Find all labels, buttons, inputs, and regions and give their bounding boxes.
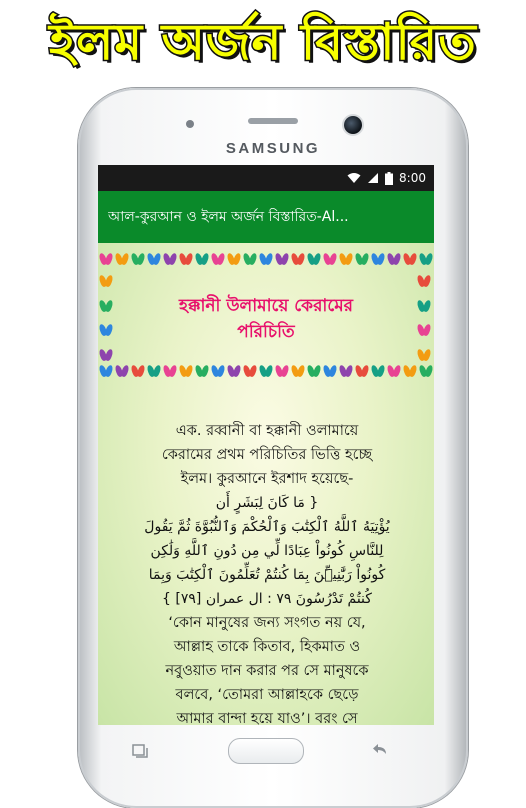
earpiece-speaker <box>248 118 298 124</box>
butterfly-icon <box>148 363 160 379</box>
paragraph-line: এক. রব্বানী বা হক্কানী ওলামায়ে <box>175 423 359 439</box>
paragraph-line: বলবে, ‘তোমরা আল্লাহকে ছেড়ে <box>175 687 359 703</box>
butterfly-border-top <box>100 251 432 271</box>
butterfly-icon <box>418 273 430 289</box>
butterfly-icon <box>164 251 176 267</box>
back-arrow-icon[interactable] <box>372 744 388 756</box>
app-banner-title: ইলম অর্জন বিস্তারিত <box>49 12 477 71</box>
paragraph-line: আল্লাহ তাকে কিতাব, হিকমাত ও <box>173 639 361 655</box>
butterfly-icon <box>180 251 192 267</box>
butterfly-icon <box>404 363 416 379</box>
butterfly-icon <box>244 363 256 379</box>
phone-screen <box>98 165 434 725</box>
butterfly-icon <box>418 298 430 314</box>
signal-icon <box>367 172 379 184</box>
butterfly-icon <box>324 251 336 267</box>
butterfly-icon <box>308 251 320 267</box>
app-bar <box>98 191 434 243</box>
butterfly-icon <box>276 251 288 267</box>
paragraph-line: আমার বান্দা হয়ে যাও’। বরং সে <box>176 711 358 725</box>
arabic-verse-line: كُنتُمْ تَدْرُسُونَ ٧٩ : ال عمران [٧٩] } <box>162 591 372 607</box>
butterfly-icon <box>228 251 240 267</box>
device-brand: SAMSUNG <box>225 140 321 157</box>
recent-apps-icon[interactable] <box>132 744 148 758</box>
butterfly-icon <box>148 251 160 267</box>
butterfly-icon <box>292 363 304 379</box>
article-body <box>108 419 426 725</box>
butterfly-border-right <box>418 273 432 363</box>
butterfly-icon <box>100 322 112 338</box>
butterfly-icon <box>100 273 112 289</box>
butterfly-icon <box>116 251 128 267</box>
butterfly-icon <box>340 363 352 379</box>
paragraph-line: কেরামের প্রথম পরিচিতির ভিত্তি হচ্ছে <box>161 447 373 463</box>
butterfly-icon <box>418 322 430 338</box>
butterfly-icon <box>212 251 224 267</box>
heading-line-1: হক্কানী উলামায়ে কেরামের <box>179 296 353 316</box>
butterfly-icon <box>356 251 368 267</box>
butterfly-icon <box>164 363 176 379</box>
heading-line-2: পরিচিতি <box>237 322 295 342</box>
arabic-verse-line: يُؤْتِيَهُ ٱللَّهُ ٱلْكِتَٰبَ وَٱلْحُكْمَ وَٱلنُّبُوَّةَ ثُمَّ يَقُولَ <box>144 519 390 535</box>
butterfly-border-left <box>100 273 114 363</box>
butterfly-icon <box>132 363 144 379</box>
article-heading <box>128 293 404 345</box>
butterfly-icon <box>260 251 272 267</box>
article-content[interactable] <box>98 243 434 725</box>
butterfly-icon <box>340 251 352 267</box>
status-time: 8:00 <box>399 171 426 185</box>
butterfly-icon <box>228 363 240 379</box>
wifi-icon <box>347 172 361 184</box>
arabic-verse-line: لِلنَّاسِ كُونُواْ عِبَادًا لِّي مِن دُونِ ٱللَّهِ وَلَٰكِن <box>150 543 384 559</box>
butterfly-icon <box>308 363 320 379</box>
butterfly-border-bottom <box>100 363 432 383</box>
paragraph-line: ‘কোন মানুষের জন্য সংগত নয় যে, <box>168 615 366 631</box>
butterfly-icon <box>100 251 112 267</box>
paragraph-line: ইলম। কুরআনে ইরশাদ হয়েছে- <box>180 471 354 487</box>
butterfly-icon <box>100 363 112 379</box>
butterfly-icon <box>180 363 192 379</box>
butterfly-icon <box>388 363 400 379</box>
butterfly-icon <box>196 251 208 267</box>
butterfly-icon <box>420 251 432 267</box>
butterfly-icon <box>372 363 384 379</box>
butterfly-icon <box>244 251 256 267</box>
butterfly-icon <box>276 363 288 379</box>
butterfly-icon <box>356 363 368 379</box>
paragraph-line: নবুওয়াত দান করার পর সে মানুষকে <box>165 663 369 679</box>
butterfly-icon <box>132 251 144 267</box>
butterfly-icon <box>420 363 432 379</box>
butterfly-icon <box>418 347 430 363</box>
front-camera-icon <box>344 116 362 134</box>
butterfly-icon <box>388 251 400 267</box>
status-bar <box>98 165 434 191</box>
arabic-verse-line: كُونُواْ رَبَّٰنِيِّۧنَ بِمَا كُنتُمْ تُعَلِّمُونَ ٱلْكِتَٰبَ وَبِمَا <box>148 567 386 583</box>
butterfly-icon <box>100 347 112 363</box>
battery-icon <box>385 172 393 185</box>
butterfly-icon <box>196 363 208 379</box>
butterfly-icon <box>404 251 416 267</box>
butterfly-icon <box>324 363 336 379</box>
arabic-verse-line: { مَا كَانَ لِبَشَرٍ أَن <box>215 495 319 511</box>
butterfly-icon <box>260 363 272 379</box>
butterfly-icon <box>212 363 224 379</box>
butterfly-icon <box>100 298 112 314</box>
proximity-sensor <box>186 120 194 128</box>
home-button[interactable] <box>228 738 304 764</box>
butterfly-icon <box>372 251 384 267</box>
butterfly-icon <box>292 251 304 267</box>
butterfly-icon <box>116 363 128 379</box>
app-bar-title: আল-কুরআন ও ইলম অর্জন বিস্তারিত-Al... <box>108 209 349 225</box>
